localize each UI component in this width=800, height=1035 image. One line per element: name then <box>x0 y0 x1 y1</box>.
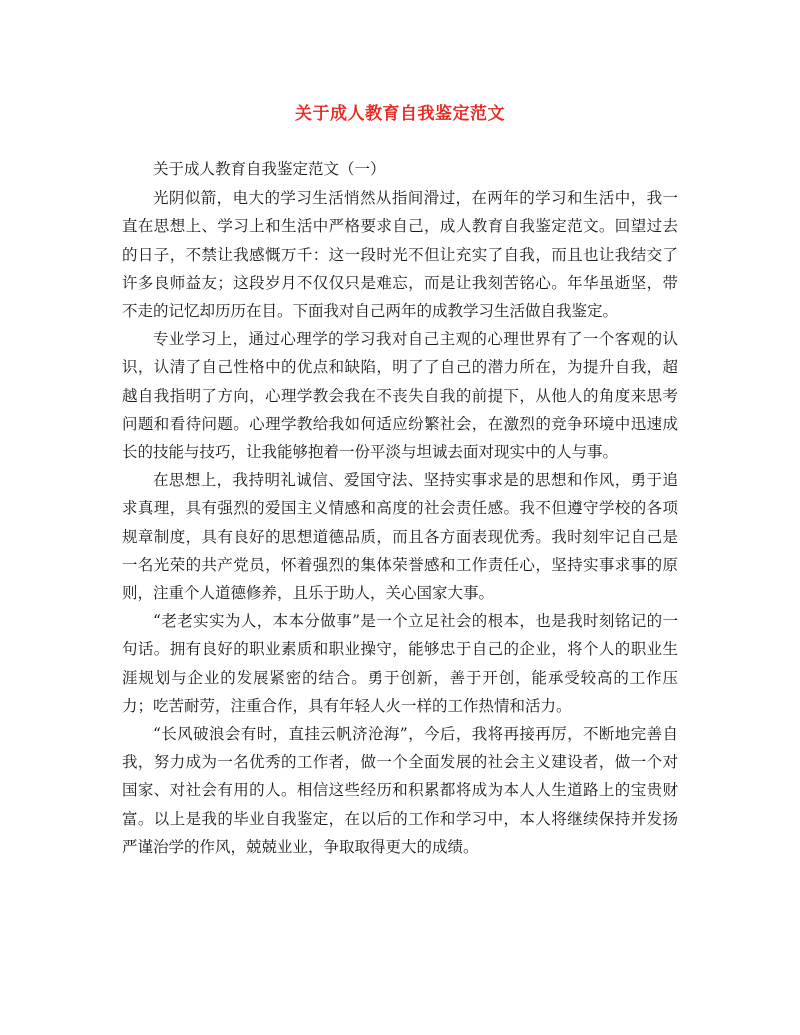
paragraph-study: 专业学习上，通过心理学的学习我对自己主观的心理世界有了一个客观的认识，认清了自己性格中的优点和缺陷，明了了自己的潜力所在，为提升自我，超越自我指明了方向，心理学教会我在不丧失自我的前提下，从他人的角度来思考问题和看待问题。心理学教给我如何适应纷繁社会，在激烈的竞争环境中迅速成长的技能与技巧，让我能够抱着一份平淡与坦诚去面对现实中的人与事。 <box>122 330 678 462</box>
paragraph-conclusion: “长风破浪会有时，直挂云帆济沧海”，今后，我将再接再厉，不断地完善自我，努力成为一名优秀的工作者，做一个全面发展的社会主义建设者，做一个对国家、对社会有用的人。相信这些经历和积累都将成为本人人生道路上的宝贵财富。以上是我的毕业自我鉴定，在以后的工作和学习中，本人将继续保持并发扬严谨治学的作风，兢兢业业，争取取得更大的成绩。 <box>122 725 678 856</box>
paragraph-ideology: 在思想上，我持明礼诚信、爱国守法、坚持实事求是的思想和作风，勇于追求真理，具有强烈的爱国主义情感和高度的社会责任感。我不但遵守学校的各项规章制度，具有良好的思想道德品质，而且各方面表现优秀。我时刻牢记自己是一名光荣的共产党员，怀着强烈的集体荣誉感和工作责任心，坚持实事求事的原则，注重个人道德修养，且乐于助人，关心国家大事。 <box>122 471 678 603</box>
paragraph-intro: 光阴似箭，电大的学习生活悄然从指间滑过，在两年的学习和生活中，我一直在思想上、学习上和生活中严格要求自己，成人教育自我鉴定范文。回望过去的日子，不禁让我感慨万千：这一段时光不但让充实了自我，而且也让我结交了许多良师益友；这段岁月不仅仅只是难忘，而是让我刻苦铭心。年华虽逝坚，带不走的记忆却历历在目。下面我对自己两年的成教学习生活做自我鉴定。 <box>122 189 678 321</box>
section-heading: 关于成人教育自我鉴定范文（一） <box>153 160 386 178</box>
paragraph-work: “老老实实为人，本本分做事”是一个立足社会的根本，也是我时刻铭记的一句话。拥有良好的职业素质和职业操守，能够忠于自己的企业，将个人的职业生涯规划与企业的发展紧密的结合。勇于创新，善于开创，能承受较高的工作压力；吃苦耐劳，注重合作，具有年轻人火一样的工作热情和活力。 <box>122 612 678 715</box>
document-body <box>122 155 678 861</box>
document-title: 关于成人教育自我鉴定范文 <box>295 104 505 124</box>
